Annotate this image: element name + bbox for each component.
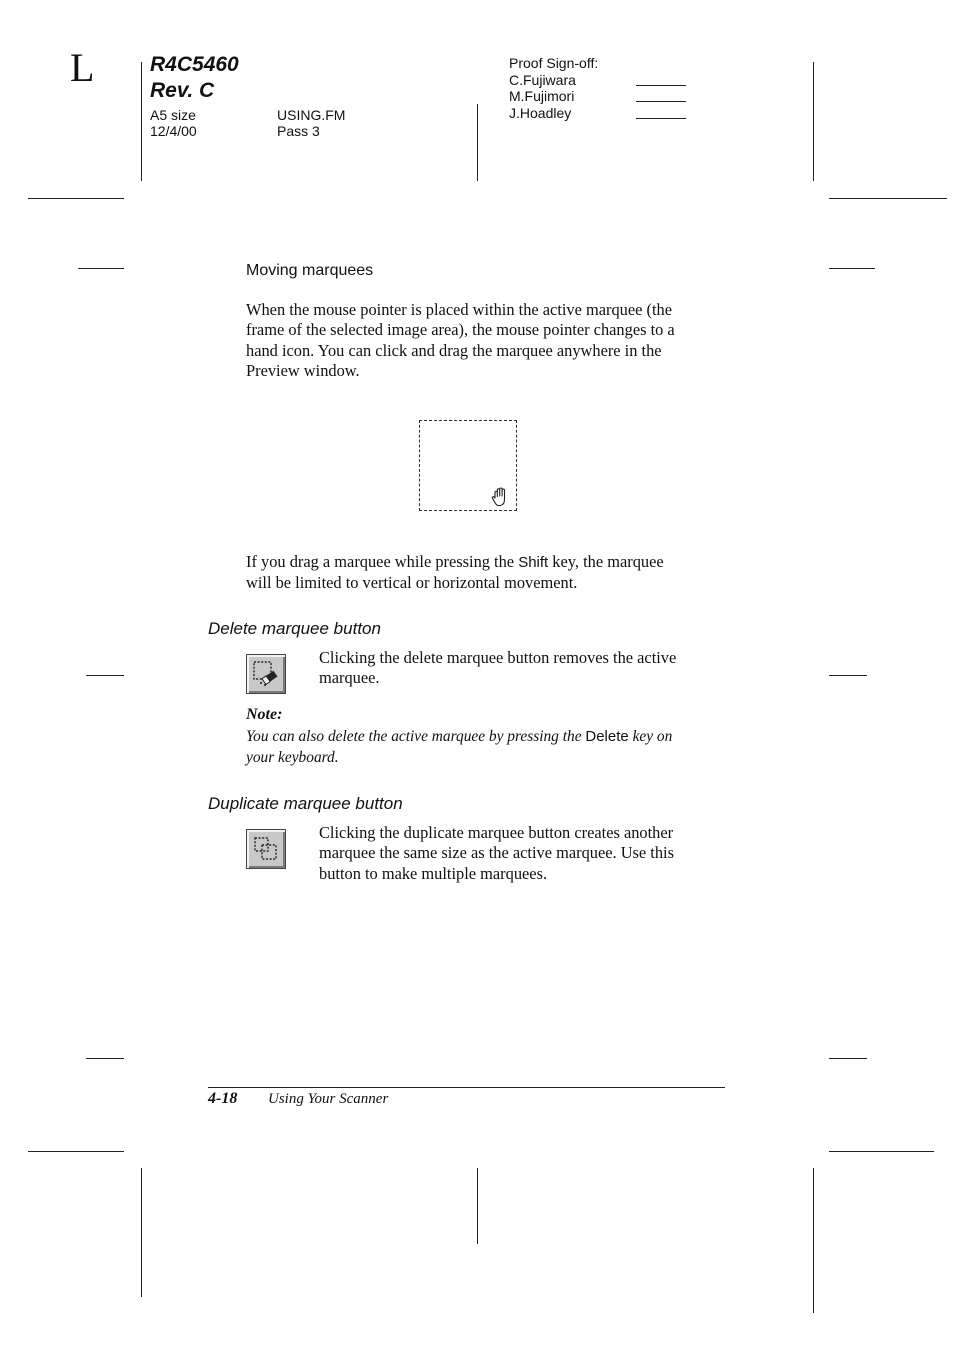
duplicate-marquee-button[interactable] xyxy=(246,829,286,869)
section-heading-delete: Delete marquee button xyxy=(208,619,381,638)
shift-key-label: Shift xyxy=(518,554,549,571)
crop-mark xyxy=(829,198,947,199)
crop-mark xyxy=(829,1151,934,1152)
text-line: Preview window. xyxy=(246,361,360,381)
proof-title: Proof Sign-off: xyxy=(509,55,599,71)
model-number: R4C5460 xyxy=(150,53,239,76)
crop-mark xyxy=(813,62,814,181)
duplicate-marquee-icon xyxy=(251,834,281,864)
hand-cursor-icon xyxy=(490,486,512,508)
crop-mark xyxy=(829,1058,867,1059)
corner-letter: L xyxy=(70,45,95,90)
running-footer-title: Using Your Scanner xyxy=(268,1091,389,1107)
text-line xyxy=(246,552,746,573)
page-number: 4-18 xyxy=(208,1090,238,1107)
paper-size: A5 size xyxy=(150,107,196,123)
text-line: hand icon. You can click and drag the marquee anywhere in the xyxy=(246,340,662,360)
section-heading-duplicate: Duplicate marquee button xyxy=(208,794,403,813)
signer: C.Fujiwara xyxy=(509,71,576,88)
signature-line xyxy=(636,118,686,119)
doc-date: 12/4/00 xyxy=(150,123,197,139)
text-fragment: If you drag a marquee while pressing the xyxy=(246,552,519,571)
crop-mark xyxy=(141,1168,142,1297)
text-fragment: key, the marquee xyxy=(548,552,664,571)
file-name: USING.FM xyxy=(277,107,346,123)
proof-signoff xyxy=(509,55,598,121)
text-line xyxy=(246,727,726,748)
signer: M.Fujimori xyxy=(509,88,575,105)
pass-number: Pass 3 xyxy=(277,123,320,139)
crop-mark xyxy=(78,268,124,269)
text-line: button to make multiple marquees. xyxy=(319,863,548,883)
signature-line xyxy=(636,101,686,102)
note-label: Note: xyxy=(246,706,283,723)
doc-header-model xyxy=(150,52,239,104)
crop-mark xyxy=(813,1168,814,1313)
crop-mark xyxy=(86,1058,124,1059)
crop-mark xyxy=(141,62,142,181)
crop-mark xyxy=(28,198,124,199)
signature-line xyxy=(636,85,686,86)
text-line: Clicking the delete marquee button removes the active xyxy=(319,648,677,667)
revision: Rev. C xyxy=(150,79,215,102)
text-line: When the mouse pointer is placed within the active marquee (the xyxy=(246,300,673,319)
crop-mark xyxy=(829,268,875,269)
text-line: will be limited to vertical or horizontal movement. xyxy=(246,573,578,593)
moving-paragraph xyxy=(246,300,746,382)
delete-marquee-icon xyxy=(251,659,281,689)
footer-rule xyxy=(208,1087,725,1088)
text-line: Clicking the duplicate marquee button creates another xyxy=(319,823,674,842)
delete-key-label: Delete xyxy=(585,728,629,745)
duplicate-paragraph xyxy=(319,823,739,884)
text-line: marquee. xyxy=(319,668,380,688)
text-fragment: You can also delete the active marquee by pressing the xyxy=(246,728,586,745)
delete-paragraph xyxy=(319,648,739,689)
crop-mark xyxy=(477,1168,478,1244)
crop-mark xyxy=(829,675,867,676)
text-fragment: key on xyxy=(628,728,673,745)
text-line: your keyboard. xyxy=(246,748,339,766)
shift-paragraph xyxy=(246,552,746,594)
text-line: frame of the selected image area), the mouse pointer changes to a xyxy=(246,320,675,340)
crop-mark xyxy=(28,1151,124,1152)
signer: J.Hoadley xyxy=(509,104,572,121)
text-line: marquee the same size as the active marquee. Use this xyxy=(319,843,674,863)
delete-marquee-button[interactable] xyxy=(246,654,286,694)
crop-mark xyxy=(477,104,478,181)
section-heading-moving: Moving marquees xyxy=(246,262,374,279)
note-text xyxy=(246,727,726,768)
crop-mark xyxy=(86,675,124,676)
